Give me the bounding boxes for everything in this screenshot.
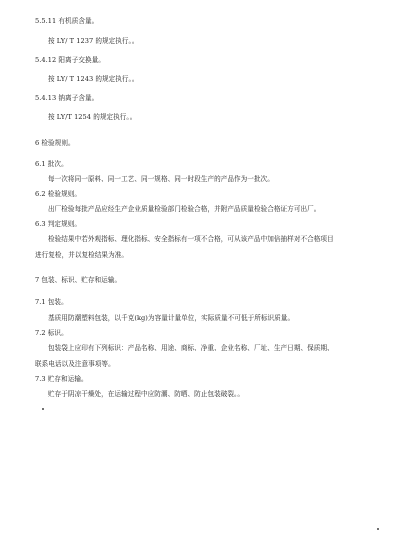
body-text: 检验结果中若外观指标、理化指标、安全指标有一项不合格，可从该产品中加倍抽样对不合格项目	[48, 235, 334, 243]
section-heading-7-2: 7.2 标识。	[35, 329, 68, 337]
body-text: 联系电话以及注意事项等。	[35, 360, 115, 368]
stray-mark	[377, 528, 379, 530]
body-text: 按 LY/ T 1243 的规定执行。。	[48, 75, 139, 83]
chapter-heading-6: 6 检验规则。	[35, 139, 75, 147]
body-text: 包装袋上应印有下列标识：产品名称、用途、商标、净重、企业名称、厂址、生产日期、保质期、	[48, 344, 334, 352]
body-text: 进行复检，并以复检结果为准。	[35, 251, 129, 259]
section-heading-6-2: 6.2 检验规则。	[35, 190, 82, 198]
section-heading-6-1: 6.1 批次。	[35, 160, 68, 168]
section-heading-7-3: 7.3 贮存和运输。	[35, 375, 88, 383]
section-heading-7-1: 7.1 包装。	[35, 298, 68, 306]
section-heading-5-4-13: 5.4.13 钠离子含量。	[35, 94, 99, 102]
stray-mark	[42, 408, 44, 410]
section-heading-5-4-12: 5.4.12 阳离子交换量。	[35, 56, 105, 64]
body-text: 按 LY/T 1254 的规定执行。。	[48, 113, 137, 121]
section-heading-6-3: 6.3 判定规则。	[35, 220, 82, 228]
body-text: 每一次将同一原料、同一工艺、同一规格、同一时段生产的产品作为一批次。	[48, 175, 274, 183]
body-text: 按 LY/ T 1237 的规定执行。。	[48, 37, 139, 45]
body-text: 基质用防潮塑料包装，以千克(kg)为容量计量单位，实际质量不可低于所标识质量。	[48, 314, 295, 322]
body-text: 出厂检验每批产品应经生产企业质量检验部门检验合格，并附产品质量检验合格证方可出厂。	[48, 205, 321, 213]
chapter-heading-7: 7 包装、标识、贮存和运输。	[35, 276, 122, 284]
body-text: 贮存于阴凉干燥处，在运输过程中应防潮、防晒、防止包装破裂。。	[48, 390, 245, 398]
section-heading-5-5-11: 5.5.11 有机质含量。	[35, 17, 99, 25]
